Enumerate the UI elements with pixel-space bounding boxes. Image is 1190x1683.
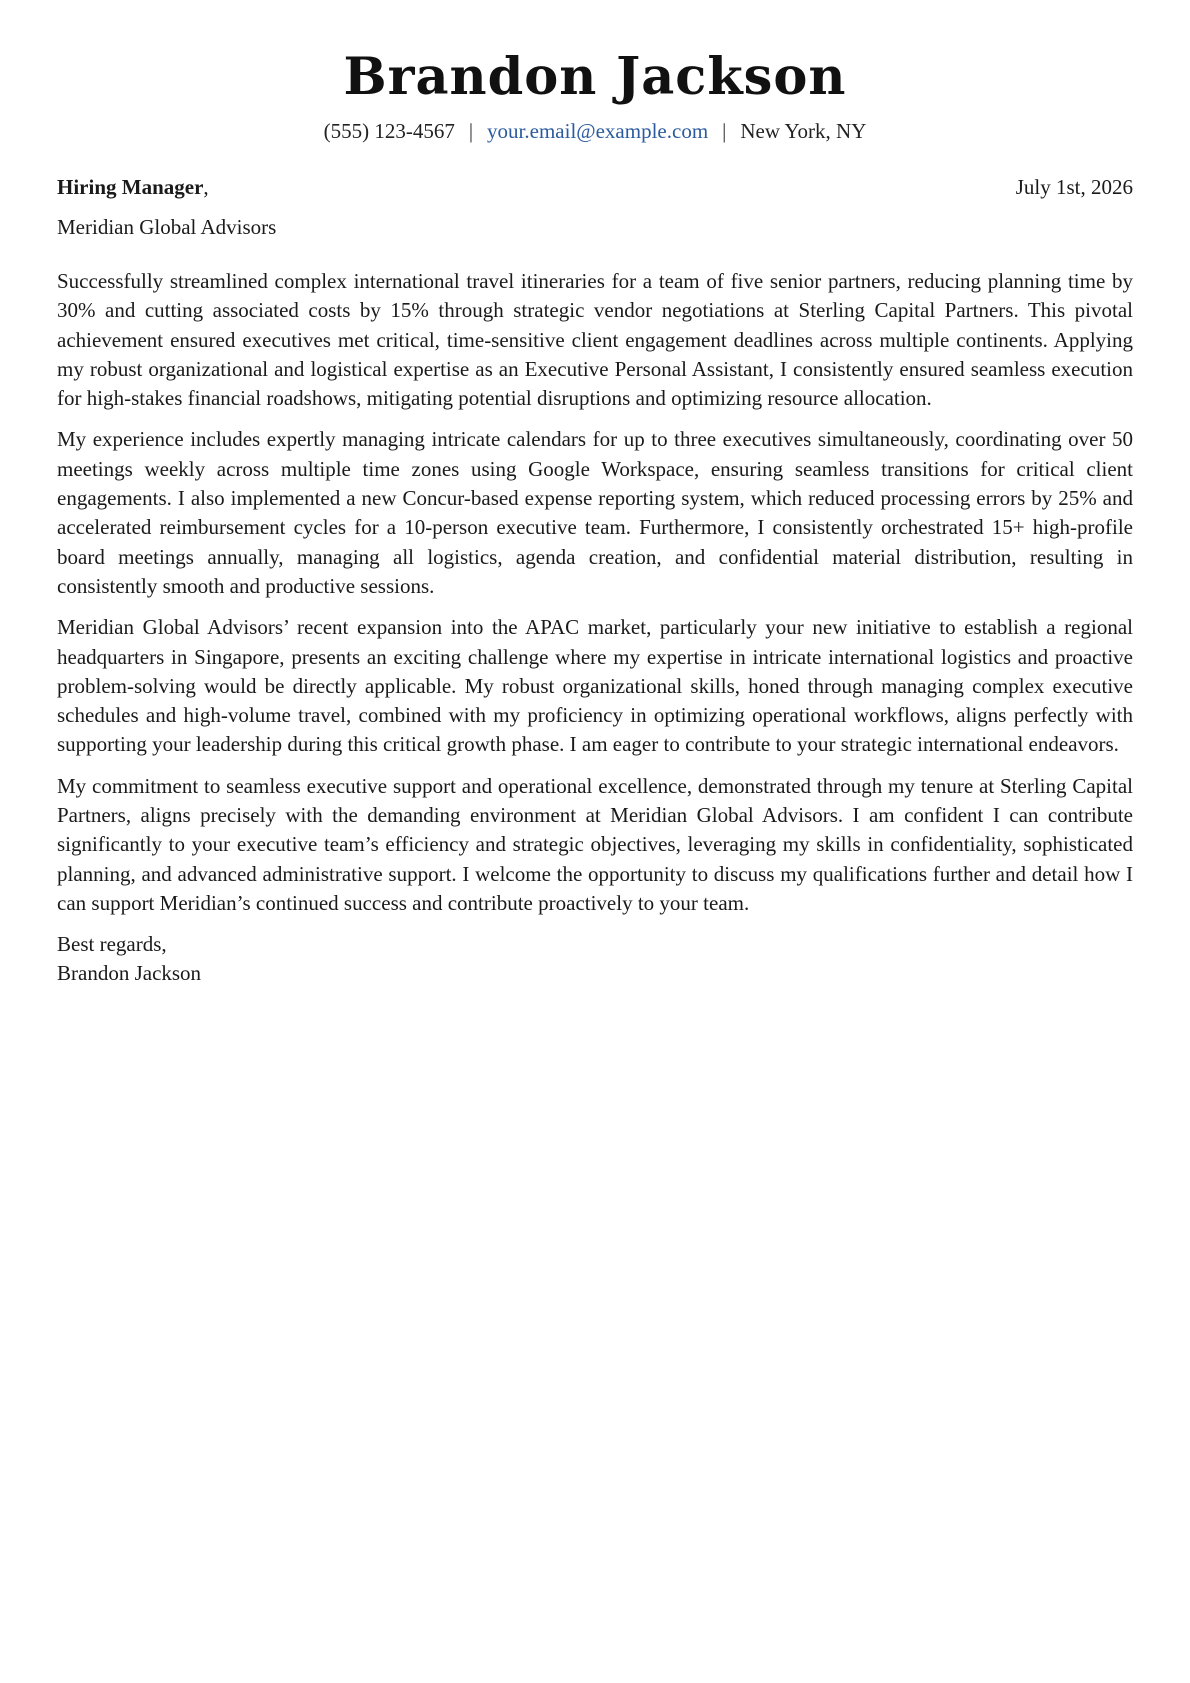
applicant-name: Brandon Jackson — [343, 47, 847, 107]
phone-number: (555) 123-4567 — [323, 119, 455, 143]
recipient-name: Hiring Manager — [57, 175, 204, 199]
cover-letter-page — [57, 0, 1133, 988]
body-paragraph: Successfully streamlined complex international travel itineraries for a team of five senior partners, reducing planning time by 30% and cutting associated costs by 15% through strategic vendor negotiations at Sterling Capital Partners. This pivotal achievement ensured executives met critical, time-sensitive client engagement deadlines across multiple continents. Applying my robust organizational and logistical expertise as an Executive Personal Assistant, I consistently ensured seamless execution for high-stakes financial roadshows, mitigating potential disruptions and optimizing resource allocation. — [57, 269, 1133, 411]
signature: Brandon Jackson — [57, 961, 202, 986]
email-link[interactable]: your.email@example.com — [487, 119, 709, 143]
recipient-row — [57, 173, 1133, 201]
letter-body — [57, 267, 1133, 918]
body-paragraph: My commitment to seamless executive support and operational excellence, demonstrated through my tenure at Sterling Capital Partners, aligns precisely with the demanding environment at Meridian Global Advisors. I am confident I can contribute significantly to your executive team’s efficiency and strategic objectives, leveraging my skills in confidentiality, sophisticated planning, and advanced administrative support. I welcome the opportunity to discuss my qualifications further and detail how I can support Meridian’s continued success and contribute proactively to your team. — [57, 773, 1133, 915]
contact-separator: | — [722, 119, 727, 143]
closing-block — [57, 930, 1133, 988]
location: New York, NY — [740, 119, 867, 143]
signoff: Best regards, — [57, 932, 167, 957]
contact-separator: | — [468, 119, 474, 143]
body-paragraph: My experience includes expertly managing intricate calendars for up to three executives simultaneously, coordinating over 50 meetings weekly across multiple time zones using Google Workspace, ensuring seamless transitions for critical client engagements. I also implemented a new Concur-based expense reporting system, which reduced processing errors by 25% and accelerated reimbursement cycles for a 10-person executive team. Furthermore, I consistently orchestrated 15+ high-profile board meetings annually, managing all logistics, agenda creation, and confidential material distribution, resulting in consistently smooth and productive sessions. — [57, 427, 1133, 598]
salutation — [57, 173, 209, 201]
contact-line — [57, 117, 1133, 145]
body-paragraph: Meridian Global Advisors’ recent expansion into the APAC market, particularly your new initiative to establish a regional headquarters in Singapore, presents an exciting challenge where my expertise in intricate international logistics and proactive problem-solving would be directly applicable. My robust organizational skills, honed through managing complex executive schedules and high-volume travel, combined with my proficiency in optimizing operational workflows, aligns perfectly with supporting your leadership during this critical growth phase. I am eager to contribute to your strategic international endeavors. — [57, 615, 1133, 757]
letter-date: July 1st, 2026 — [1015, 175, 1133, 199]
salutation-suffix: , — [203, 175, 209, 199]
recipient-company: Meridian Global Advisors — [57, 215, 277, 239]
